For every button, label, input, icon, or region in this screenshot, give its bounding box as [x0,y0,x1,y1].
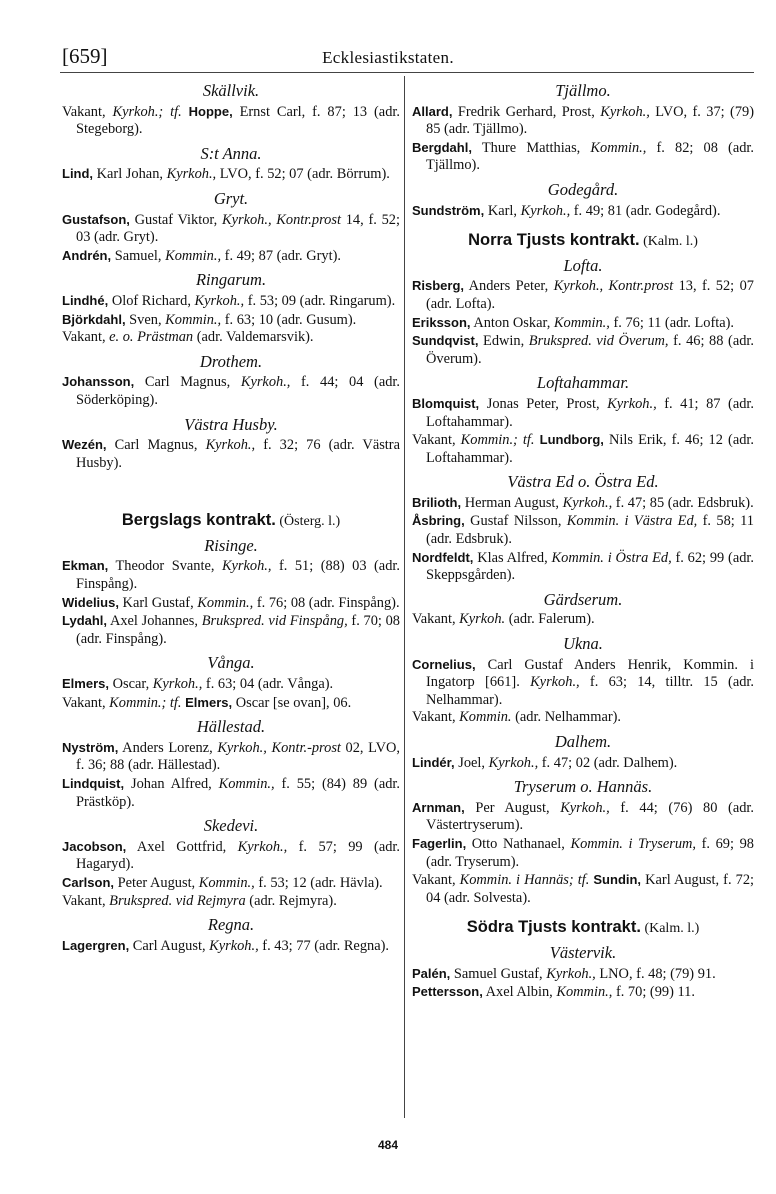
clergy-entry: Björkdahl, Sven, Kommin., f. 63; 10 (adr. Gusum). [62,311,357,328]
clergy-entry: Cornelius, Carl Gustaf Anders Henrik, Kommin. i Ingatorp [661]. Kyrkoh., f. 63; 14, tilltr. 15 (adr. Nelhammar). [412,656,754,708]
parish-heading: Lofta. [563,255,603,275]
section-gap [62,472,400,500]
parish-heading: Gryt. [213,188,249,208]
clergy-entry: Risberg, Anders Peter, Kyrkoh., Kontr.prost 13, f. 52; 07 (adr. Lofta). [412,278,754,312]
clergy-entry: Vakant, Brukspred. vid Rejmyra (adr. Rejmyra). [62,892,337,909]
clergy-entry: Lindquist, Johan Alfred, Kommin., f. 55; (84) 89 (adr. Prästköp). [62,776,400,810]
parish-heading: Loftahammar. [536,373,630,393]
clergy-entry: Carlson, Peter August, Kommin., f. 53; 12 (adr. Hävla). [62,874,383,891]
clergy-entry: Vakant, Kommin.; tf. Lundborg, Nils Erik, f. 46; 12 (adr. Loftahammar). [412,432,755,466]
parish-heading: Risinge. [204,535,258,555]
clergy-entry: Allard, Fredrik Gerhard, Prost, Kyrkoh., LVO, f. 37; (79) 85 (adr. Tjällmo). [412,103,754,138]
clergy-entry: Lindhé, Olof Richard, Kyrkoh., f. 53; 09 (adr. Ringarum). [62,292,396,309]
parish-heading: Hällestad. [196,717,266,737]
clergy-entry: Sundström, Karl, Kyrkoh., f. 49; 81 (adr. Godegård). [412,202,721,219]
clergy-entry: Åsbring, Gustaf Nilsson, Kommin. i Västra Ed, f. 58; 11 (adr. Edsbruk). [412,513,754,548]
left-column [62,76,400,955]
clergy-entry: Andrén, Samuel, Kommin., f. 49; 87 (adr. Gryt). [62,247,341,264]
folio-number: 484 [377,1138,399,1152]
parish-heading: Tjällmo. [555,81,611,100]
clergy-entry: Nordfeldt, Klas Alfred, Kommin. i Östra Ed, f. 62; 99 (adr. Skeppsgården). [412,549,755,584]
parish-heading: Drothem. [199,351,263,371]
header-rule [60,72,754,73]
clergy-entry: Brilioth, Herman August, Kyrkoh., f. 47; 85 (adr. Edsbruk). [412,494,754,511]
clergy-entry: Johansson, Carl Magnus, Kyrkoh., f. 44; 04 (adr. Söderköping). [62,374,400,408]
clergy-entry: Palén, Samuel Gustaf, Kyrkoh., LNO, f. 48; (79) 91. [412,965,716,982]
clergy-entry: Bergdahl, Thure Matthias, Kommin., f. 82; 08 (adr. Tjällmo). [412,139,755,174]
parish-heading: Regna. [207,915,255,935]
parish-heading: Dalhem. [554,732,612,751]
clergy-entry: Widelius, Karl Gustaf, Kommin., f. 76; 08 (adr. Finspång). [62,594,400,611]
clergy-entry: Lydahl, Axel Johannes, Brukspred. vid Finspång, f. 70; 08 (adr. Finspång). [62,613,400,647]
right-column [412,76,754,1002]
clergy-entry: Pettersson, Axel Albin, Kommin., f. 70; (99) 11. [412,984,695,1001]
column-divider [404,76,405,1118]
deanery-heading: Södra Tjusts kontrakt. (Kalm. l.) [466,918,700,937]
clergy-entry: Ekman, Theodor Svante, Kyrkoh., f. 51; (88) 03 (adr. Finspång). [62,558,400,593]
parish-heading: Ringarum. [195,270,267,290]
parish-heading: Skällvik. [202,81,260,100]
clergy-entry: Lagergren, Carl August, Kyrkoh., f. 43; 77 (adr. Regna). [62,937,389,954]
running-title: Ecklesiastikstaten. [322,48,454,67]
deanery-heading: Norra Tjusts kontrakt. (Kalm. l.) [468,231,698,250]
clergy-entry: Blomquist, Jonas Peter, Prost, Kyrkoh., f. 41; 87 (adr. Loftahammar). [412,395,754,430]
clergy-entry: Lindér, Joel, Kyrkoh., f. 47; 02 (adr. Dalhem). [412,754,678,771]
parish-heading: Gärdserum. [543,589,623,609]
clergy-entry: Jacobson, Axel Gottfrid, Kyrkoh., f. 57; 99 (adr. Hagaryd). [62,838,401,873]
page-number: [659] [62,44,108,68]
parish-heading: Ukna. [563,634,603,654]
parish-heading: Västra Ed o. Östra Ed. [507,472,659,492]
clergy-entry: Arnman, Per August, Kyrkoh., f. 44; (76) 80 (adr. Västertryserum). [412,799,754,834]
clergy-entry: Vakant, Kommin. (adr. Nelhammar). [412,709,622,726]
parish-heading: Godegård. [547,179,619,199]
clergy-entry: Vakant, Kyrkoh.; tf. Hoppe, Ernst Carl, f. 87; 13 (adr. Stegeborg). [62,103,400,138]
parish-heading: Västra Husby. [184,414,278,434]
clergy-entry: Gustafson, Gustaf Viktor, Kyrkoh., Kontr.prost 14, f. 52; 03 (adr. Gryt). [62,211,400,246]
clergy-entry: Vakant, Kyrkoh. (adr. Falerum). [412,611,595,628]
parish-heading: Västervik. [549,942,617,962]
clergy-entry: Sundqvist, Edwin, Brukspred. vid Överum, f. 46; 88 (adr. Överum). [412,333,754,367]
parish-heading: Skedevi. [203,816,259,836]
clergy-entry: Vakant, Kommin. i Hannäs; tf. Sundin, Karl August, f. 72; 04 (adr. Solvesta). [412,872,755,906]
clergy-entry: Elmers, Oscar, Kyrkoh., f. 63; 04 (adr. Vånga). [62,676,334,693]
clergy-entry: Vakant, Kommin.; tf. Elmers, Oscar [se ovan], 06. [62,694,352,711]
deanery-heading: Bergslags kontrakt. (Österg. l.) [121,511,341,530]
clergy-entry: Lind, Karl Johan, Kyrkoh., LVO, f. 52; 07 (adr. Börrum). [62,166,390,183]
parish-heading: Vånga. [207,653,255,673]
clergy-entry: Fagerlin, Otto Nathanael, Kommin. i Tryserum, f. 69; 98 (adr. Tryserum). [412,835,754,870]
clergy-entry: Vakant, e. o. Prästman (adr. Valdemarsvik). [62,329,314,346]
clergy-entry: Eriksson, Anton Oskar, Kommin., f. 76; 11 (adr. Lofta). [412,314,735,331]
clergy-entry: Wezén, Carl Magnus, Kyrkoh., f. 32; 76 (adr. Västra Husby). [62,437,400,471]
parish-heading: Tryserum o. Hannäs. [513,777,653,797]
clergy-entry: Nyström, Anders Lorenz, Kyrkoh., Kontr.-prost 02, LVO, f. 36; 88 (adr. Hällestad). [62,739,400,774]
parish-heading: S:t Anna. [200,143,262,163]
